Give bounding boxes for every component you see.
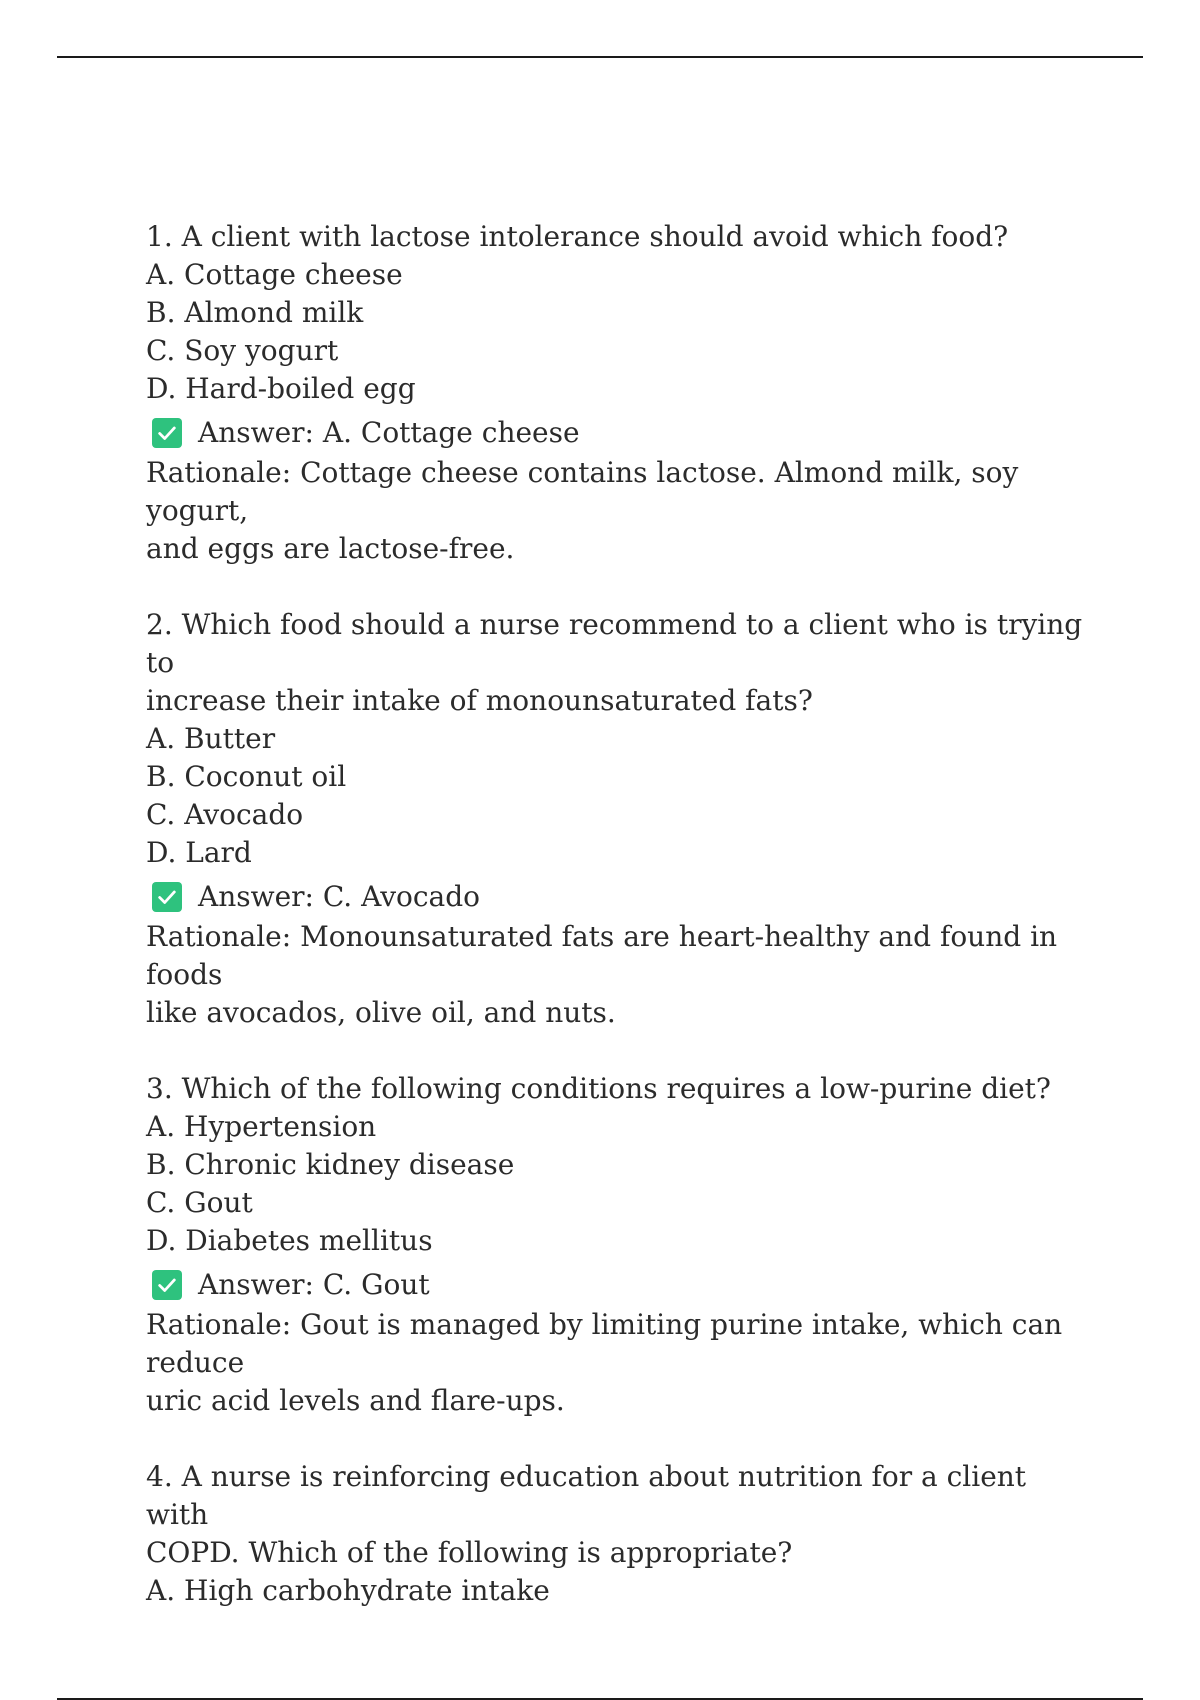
question-text: 2. Which food should a nurse recommend to a client who is trying to [146, 608, 1083, 679]
question-text: 3. Which of the following conditions requires a low-purine diet? [146, 1072, 1051, 1105]
answer-text: Answer: A. Cottage cheese [198, 416, 580, 449]
top-rule [57, 56, 1143, 58]
answer-line [146, 876, 1096, 918]
option-b: B. Coconut oil [146, 760, 347, 793]
option-a: A. Butter [146, 722, 276, 755]
answer-text: Answer: C. Avocado [198, 880, 481, 913]
option-c: C. Gout [146, 1186, 253, 1219]
option-c: C. Avocado [146, 798, 304, 831]
question-text: COPD. Which of the following is appropriate? [146, 1536, 793, 1569]
option-d: D. Diabetes mellitus [146, 1224, 433, 1257]
rationale-line: like avocados, olive oil, and nuts. [146, 996, 616, 1029]
question-text: increase their intake of monounsaturated fats? [146, 684, 813, 717]
question-4 [146, 1458, 1096, 1610]
question-1 [146, 218, 1096, 568]
answer-line [146, 412, 1096, 454]
rationale-line: Rationale: Cottage cheese contains lactose. Almond milk, soy yogurt, [146, 456, 1019, 527]
option-c: C. Soy yogurt [146, 334, 339, 367]
rationale-line: uric acid levels and flare-ups. [146, 1384, 565, 1417]
answer-line [146, 1264, 1096, 1306]
question-2 [146, 606, 1096, 1032]
check-mark-icon [152, 882, 182, 912]
question-text: 1. A client with lactose intolerance should avoid which food? [146, 220, 1009, 253]
rationale-line: Rationale: Gout is managed by limiting purine intake, which can reduce [146, 1308, 1063, 1379]
option-a: A. High carbohydrate intake [146, 1574, 550, 1607]
question-3 [146, 1070, 1096, 1420]
option-d: D. Hard-boiled egg [146, 372, 416, 405]
check-mark-icon [152, 418, 182, 448]
option-b: B. Almond milk [146, 296, 364, 329]
option-a: A. Hypertension [146, 1110, 377, 1143]
question-list [146, 218, 1096, 1648]
option-a: A. Cottage cheese [146, 258, 403, 291]
rationale-line: and eggs are lactose-free. [146, 532, 515, 565]
question-text: 4. A nurse is reinforcing education about nutrition for a client with [146, 1460, 1027, 1531]
option-d: D. Lard [146, 836, 252, 869]
answer-text: Answer: C. Gout [198, 1268, 430, 1301]
rationale-line: Rationale: Monounsaturated fats are heart-healthy and found in foods [146, 920, 1058, 991]
check-mark-icon [152, 1270, 182, 1300]
option-b: B. Chronic kidney disease [146, 1148, 515, 1181]
